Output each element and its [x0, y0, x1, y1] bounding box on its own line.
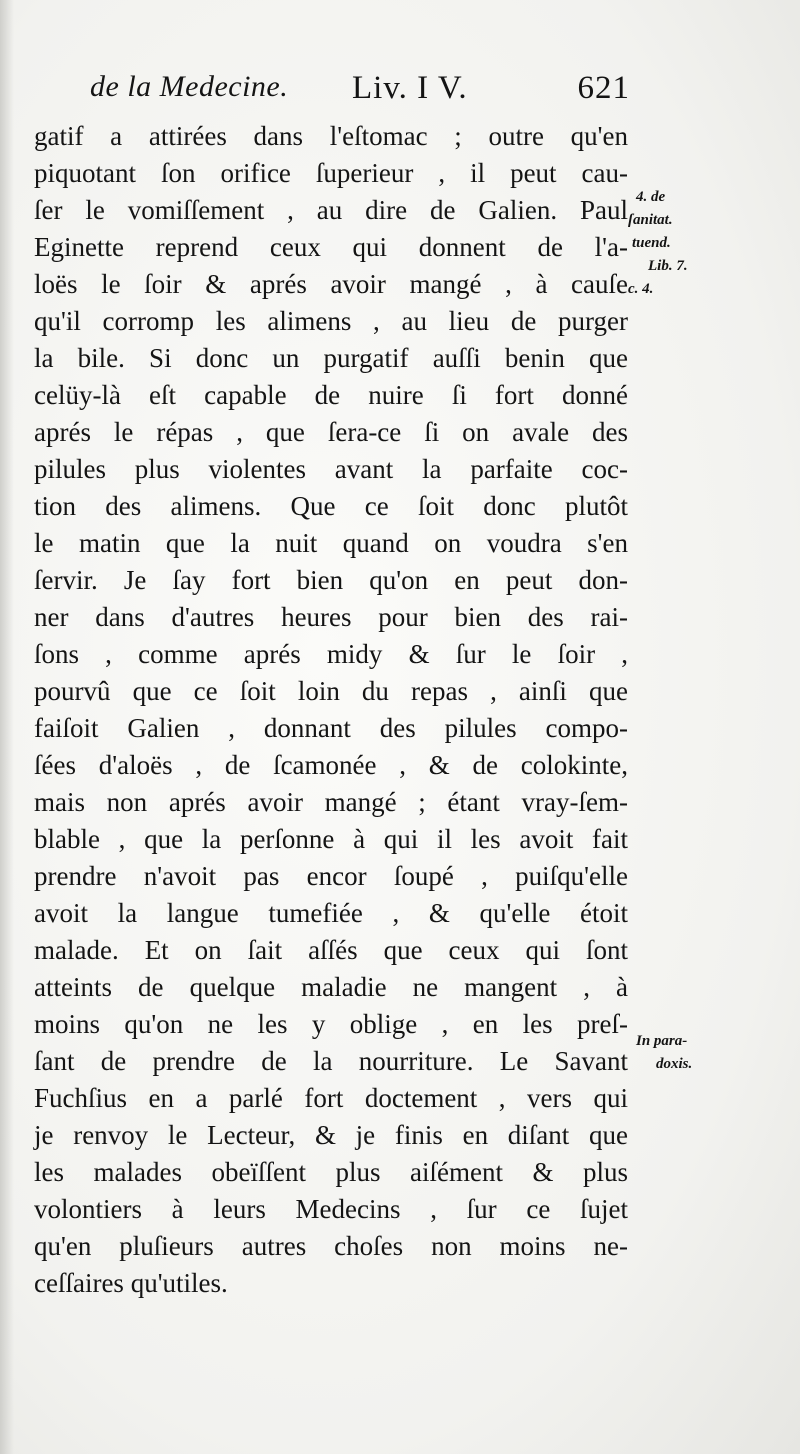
margin-note-paradoxis [636, 1030, 692, 1076]
text-line: blable , que la perſonne à qui il les avoit fait [34, 824, 628, 854]
text-line: volontiers à leurs Medecins , ſur ce ſujet [34, 1194, 628, 1224]
text-line: le matin que la nuit quand on voudra s'en [34, 528, 628, 558]
text-line: qu'il corromp les alimens , au lieu de purger [34, 306, 628, 336]
text-line: ſer le vomiſſement , au dire de Galien. Paul [34, 195, 628, 225]
margin-note-citation [628, 186, 688, 301]
text-line: prendre n'avoit pas encor ſoupé , puiſqu'elle [34, 861, 628, 891]
text-line: ceſſaires qu'utiles. [34, 1268, 228, 1298]
book-reference: Liv. I V. [352, 70, 468, 106]
margin-note-line: tuend. [632, 235, 671, 251]
text-line: ſons , comme aprés midy & ſur le ſoir , [34, 639, 628, 669]
margin-note-line: Lib. 7. [648, 258, 688, 274]
page-header [90, 70, 630, 118]
text-line: moins qu'on ne les y oblige , en les preſ- [34, 1009, 628, 1039]
text-line: mais non aprés avoir mangé ; étant vray-ſem- [34, 787, 628, 817]
text-line: ſées d'aloës , de ſcamonée , & de colokinte, [34, 750, 628, 780]
text-line: piquotant ſon orifice ſuperieur , il peut cau- [34, 158, 628, 188]
text-line: Fuchſius en a parlé fort doctement , vers qui [34, 1083, 628, 1113]
text-line: atteints de quelque maladie ne mangent , à [34, 972, 628, 1002]
margin-note-line: 4. de [636, 189, 666, 205]
text-line: gatif a attirées dans l'eſtomac ; outre qu'en [34, 121, 628, 151]
page-edge-shadow [0, 0, 14, 1454]
page-number: 621 [577, 70, 630, 106]
text-line: Eginette reprend ceux qui donnent de l'a- [34, 232, 628, 262]
text-line: ner dans d'autres heures pour bien des rai- [34, 602, 628, 632]
margin-note-line: ſanitat. [628, 212, 673, 228]
text-line: qu'en pluſieurs autres choſes non moins ne- [34, 1231, 628, 1261]
text-line: ſervir. Je ſay fort bien qu'on en peut don- [34, 565, 628, 595]
text-line: la bile. Si donc un purgatif auſſi benin que [34, 343, 628, 373]
text-line: les malades obeïſſent plus aiſément & plus [34, 1157, 628, 1187]
text-line: je renvoy le Lecteur, & je finis en diſant que [34, 1120, 628, 1150]
margin-note-line: doxis. [656, 1056, 693, 1072]
text-line: ſant de prendre de la nourriture. Le Savant [34, 1046, 628, 1076]
body-text [34, 118, 628, 1302]
text-line: pilules plus violentes avant la parfaite coc- [34, 454, 628, 484]
text-line: tion des alimens. Que ce ſoit donc plutôt [34, 491, 628, 521]
text-line: avoit la langue tumefiée , & qu'elle étoit [34, 898, 628, 928]
text-line: celüy-là eſt capable de nuire ſi fort donné [34, 380, 628, 410]
text-line: malade. Et on ſait aſſés que ceux qui ſont [34, 935, 628, 965]
text-line: loës le ſoir & aprés avoir mangé , à cauſe [34, 269, 628, 299]
text-line: faiſoit Galien , donnant des pilules compo- [34, 713, 628, 743]
text-line: aprés le répas , que ſera-ce ſi on avale des [34, 417, 628, 447]
margin-note-line: c. 4. [628, 281, 654, 297]
margin-note-line: In para- [636, 1033, 688, 1049]
running-head: de la Medecine. [90, 70, 289, 103]
text-line: pourvû que ce ſoit loin du repas , ainſi que [34, 676, 628, 706]
